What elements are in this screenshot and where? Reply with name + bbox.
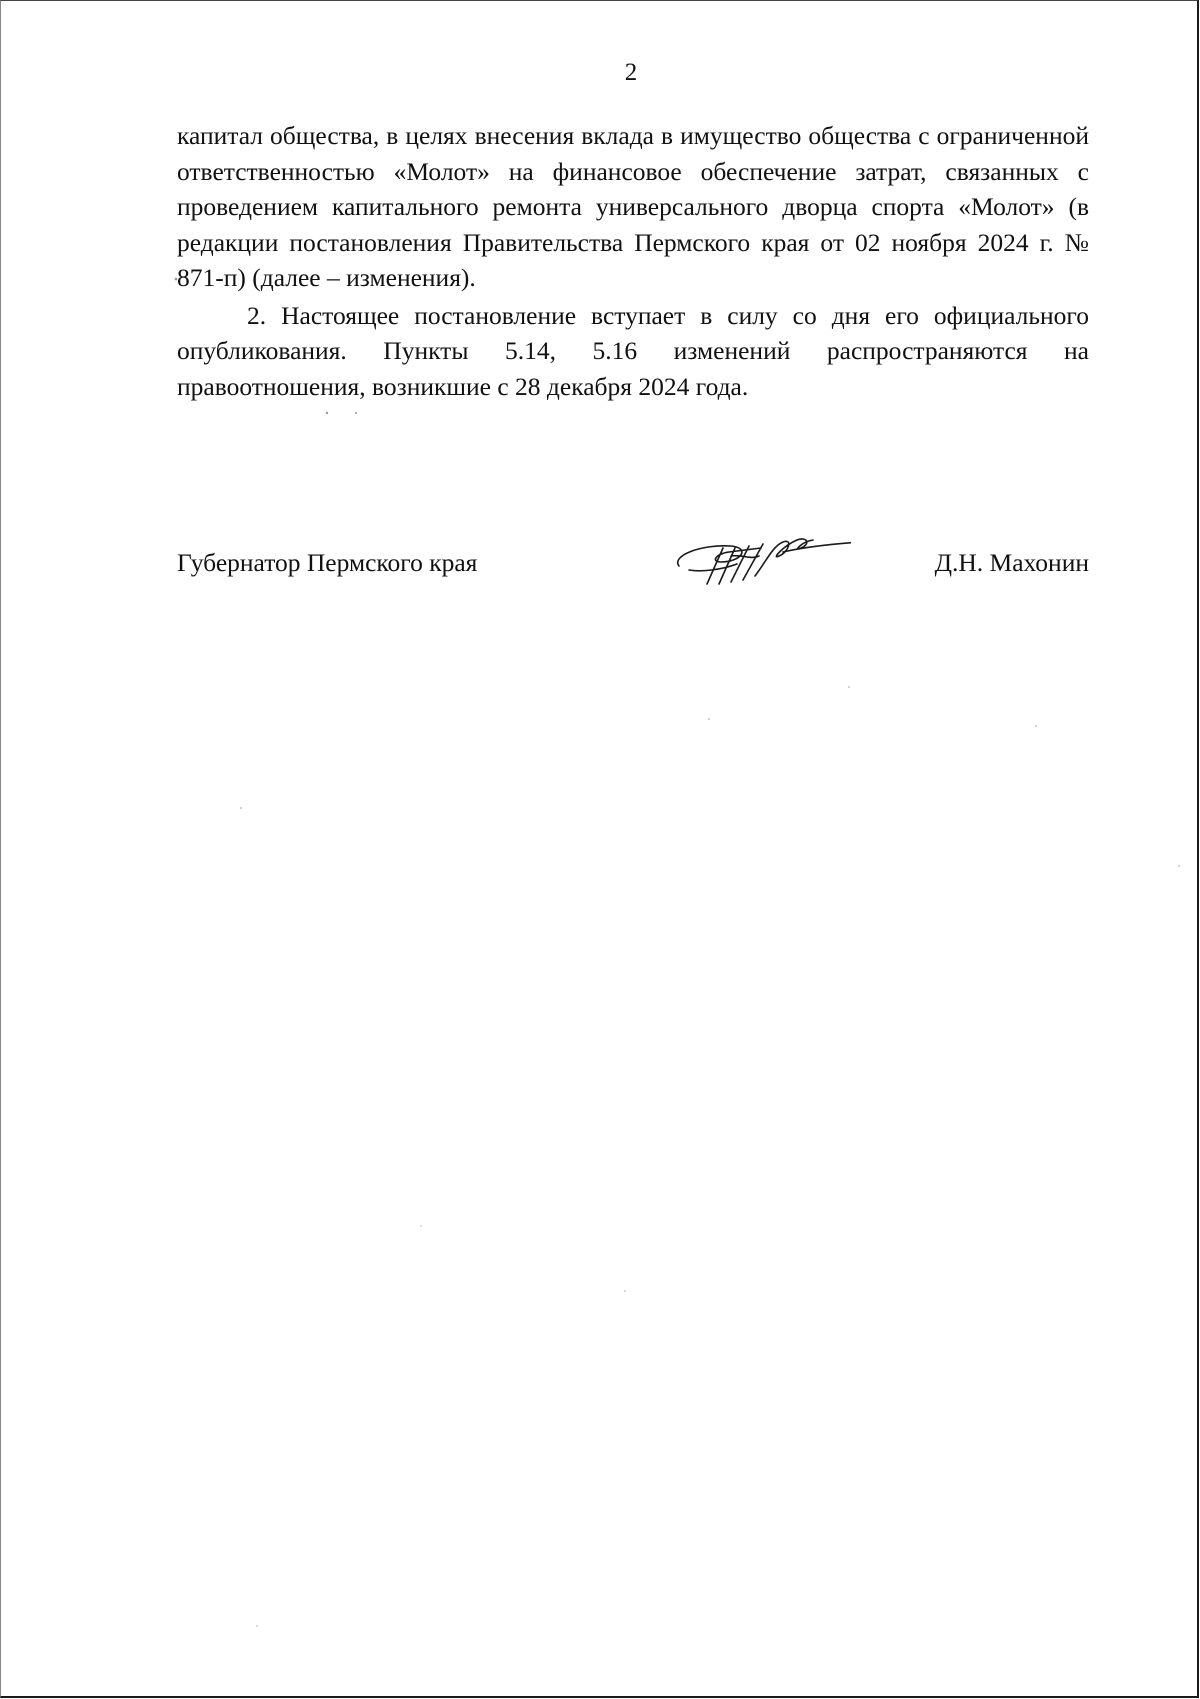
paragraph-continuation: капитал общества, в целях внесения вклада в имущество общества с ограниченной ответственностью «Молот» на финансовое обеспечение затрат, связанных с проведением капитального ремонта универсального дворца спорта «Молот» (в редакции постановления Правительства Пермского края от 02 ноября 2024 г. № 871-п) (далее – изменения). [177, 121, 1089, 292]
page-number: 2 [624, 59, 638, 86]
signature-icon [671, 526, 851, 596]
signature-block [177, 548, 1089, 588]
paragraph-effective-date: 2. Настоящее постановление вступает в силу со дня его официального опубликования. Пункты 5.14, 5.16 изменений распространяются на правоотношения, возникшие с 28 декабря 2024 года. [177, 300, 1089, 401]
document-body [177, 118, 1089, 404]
signer-name: Д.Н. Махонин [934, 548, 1089, 577]
signer-title: Губернатор Пермского края [177, 548, 478, 577]
